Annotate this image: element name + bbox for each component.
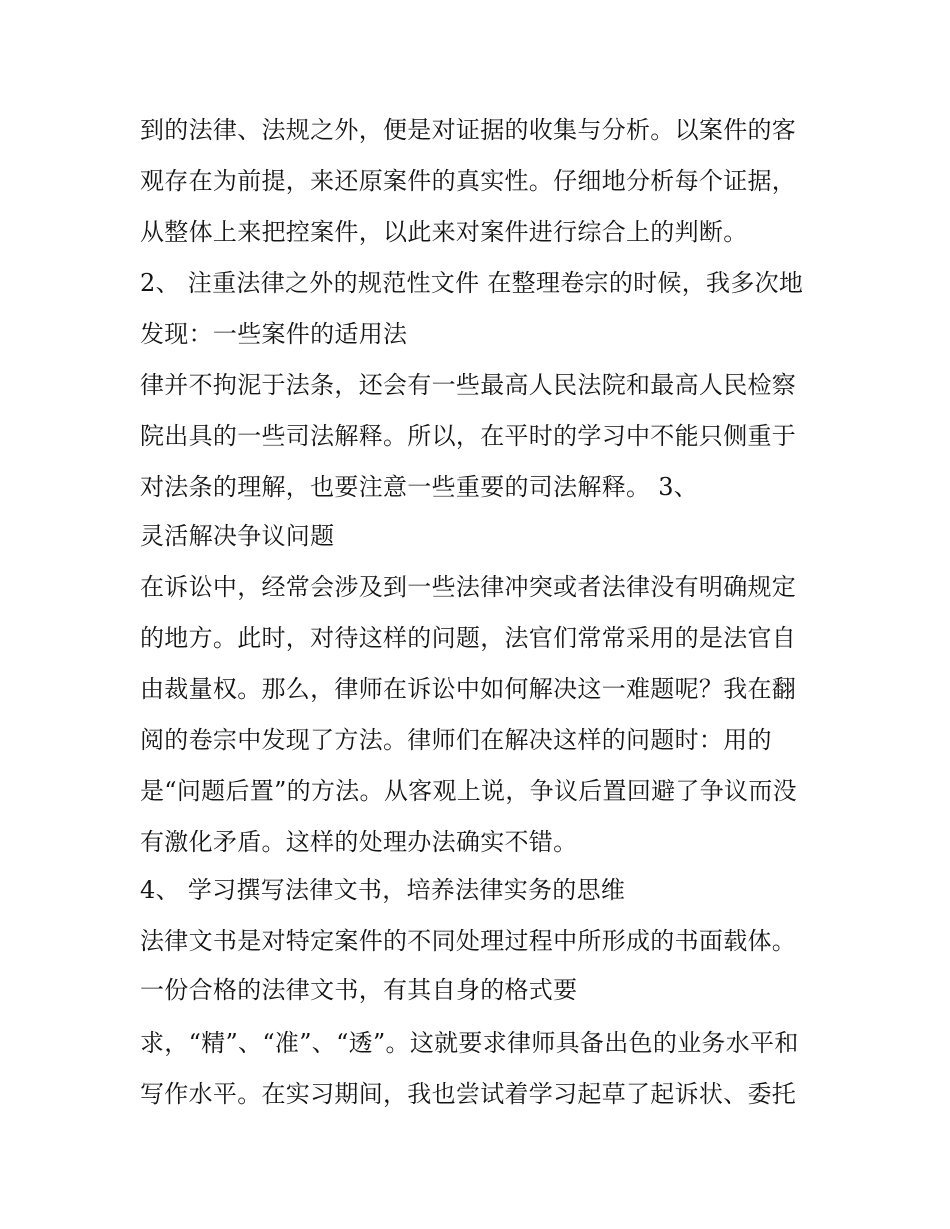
text-line: 到的法律、法规之外，便是对证据的收集与分析。以案件的客 — [140, 116, 797, 144]
text-line: 院出具的一些司法解释。所以，在平时的学习中不能只侧重于 — [140, 422, 797, 450]
text-line: 一份合格的法律文书，有其自身的格式要 — [140, 976, 578, 1004]
text-line: 由裁量权。那么，律师在诉讼中如何解决这一难题呢？我在翻 — [140, 675, 797, 703]
text-line: 对法条的理解，也要注意一些重要的司法解释。 3、 — [140, 473, 699, 501]
text-line: 律并不拘泥于法条，还会有一些最高人民法院和最高人民检察 — [140, 371, 797, 399]
text-line: 求，“精”、“准”、“透”。这就要求律师具备出色的业务水平和 — [140, 1029, 799, 1057]
text-line: 写作水平。在实习期间，我也尝试着学习起草了起诉状、委托 — [140, 1080, 797, 1108]
text-line: 在诉讼中，经常会涉及到一些法律冲突或者法律没有明确规定 — [140, 573, 797, 601]
text-line: 的地方。此时，对待这样的问题，法官们常常采用的是法官自 — [140, 624, 797, 652]
text-line: 观存在为前提，来还原案件的真实性。仔细地分析每个证据， — [140, 167, 797, 195]
section-heading-2: 2、 注重法律之外的规范性文件 在整理卷宗的时候，我多次地 — [140, 269, 804, 297]
text-line: 法律文书是对特定案件的不同处理过程中所形成的书面载体。 — [140, 927, 797, 955]
text-line: 从整体上来把控案件，以此来对案件进行综合上的判断。 — [140, 218, 748, 246]
text-line: 发现：一些案件的适用法 — [140, 320, 408, 348]
text-line: 阅的卷宗中发现了方法。律师们在解决这样的问题时：用的 — [140, 726, 772, 754]
section-heading-4: 4、 学习撰写法律文书，培养法律实务的思维 — [140, 876, 626, 904]
text-line: 是“问题后置”的方法。从客观上说，争议后置回避了争议而没 — [140, 777, 797, 805]
text-line: 有激化矛盾。这样的处理办法确实不错。 — [140, 828, 578, 856]
section-heading-3: 灵活解决争议问题 — [140, 522, 335, 550]
